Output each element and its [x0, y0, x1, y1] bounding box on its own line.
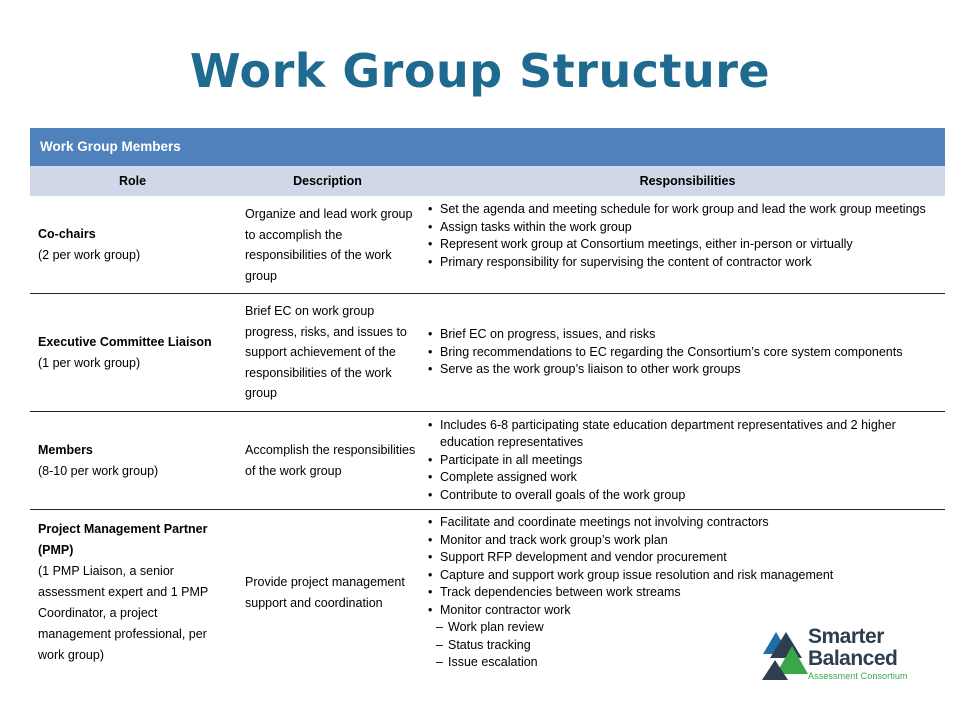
role-name: Co-chairs — [38, 227, 96, 241]
list-item: • Serve as the work group’s liaison to other work groups — [428, 361, 945, 379]
role-detail: (1 PMP Liaison, a senior assessment expert and 1 PMP Coordinator, a project management professional, per work group) — [38, 564, 208, 662]
description-cell: Accomplish the responsibilities of the work group — [245, 443, 416, 478]
list-item: • Support RFP development and vendor procurement — [428, 549, 945, 567]
column-header-responsibilities: Responsibilities — [639, 174, 736, 188]
role-detail: (2 per work group) — [38, 248, 141, 262]
sub-list-item: – Status tracking — [428, 637, 945, 655]
role-name: Members — [38, 442, 93, 457]
work-group-table — [30, 128, 945, 675]
description-cell: Provide project management support and coordination — [245, 575, 405, 610]
sub-list-item: – Work plan review — [428, 619, 945, 637]
logo-tagline: Assessment Consortium — [808, 671, 908, 681]
list-item: • Bring recommendations to EC regarding the Consortium’s core system components — [428, 344, 945, 362]
column-header-role: Role — [118, 174, 147, 188]
logo-line1: Smarter — [808, 625, 884, 648]
role-cell — [30, 197, 235, 293]
sub-list-item: – Issue escalation — [428, 654, 945, 672]
slide-title: Work Group Structure — [189, 44, 771, 98]
role-cell — [30, 510, 235, 675]
responsibilities-cell — [420, 412, 945, 509]
role-detail: (8-10 per work group) — [38, 463, 159, 478]
role-detail: (1 per work group) — [38, 355, 141, 370]
list-item: • Monitor contractor work — [428, 602, 945, 620]
list-item: • Brief EC on progress, issues, and risks — [428, 326, 945, 344]
list-item: • Primary responsibility for supervising the content of contractor work — [428, 254, 945, 272]
list-item: • Includes 6-8 participating state education department representatives and 2 higher education representatives — [428, 417, 945, 452]
list-item: • Monitor and track work group’s work plan — [428, 532, 945, 550]
section-header: Work Group Members — [30, 128, 945, 166]
list-item: • Contribute to overall goals of the work group — [428, 487, 945, 505]
list-item: • Capture and support work group issue resolution and risk management — [428, 567, 945, 585]
list-item: • Set the agenda and meeting schedule for work group and lead the work group meetings — [428, 201, 945, 219]
logo-line2: Balanced — [808, 647, 898, 670]
description-cell: Organize and lead work group to accomplish the responsibilities of the work group — [245, 207, 413, 283]
role-cell — [30, 412, 235, 509]
smarter-balanced-logo — [762, 626, 922, 684]
list-item: • Track dependencies between work streams — [428, 584, 945, 602]
column-headers — [30, 166, 945, 197]
table-row — [30, 294, 945, 412]
responsibilities-cell — [420, 294, 945, 411]
description-cell: Brief EC on work group progress, risks, and issues to support achievement of the responsibilities of the work group — [245, 304, 407, 401]
list-item: • Complete assigned work — [428, 469, 945, 487]
triangles-logo-icon — [762, 630, 810, 680]
role-name: Project Management Partner (PMP) — [38, 522, 208, 557]
list-item: • Participate in all meetings — [428, 452, 945, 470]
column-header-description: Description — [293, 174, 362, 188]
table-row — [30, 412, 945, 510]
list-item: • Facilitate and coordinate meetings not involving contractors — [428, 514, 945, 532]
table-row — [30, 197, 945, 294]
role-cell — [30, 294, 235, 411]
list-item: • Assign tasks within the work group — [428, 219, 945, 237]
list-item: • Represent work group at Consortium meetings, either in-person or virtually — [428, 236, 945, 254]
role-name: Executive Committee Liaison — [38, 334, 212, 349]
logo-wordmark — [808, 626, 897, 670]
responsibilities-cell — [420, 197, 945, 293]
